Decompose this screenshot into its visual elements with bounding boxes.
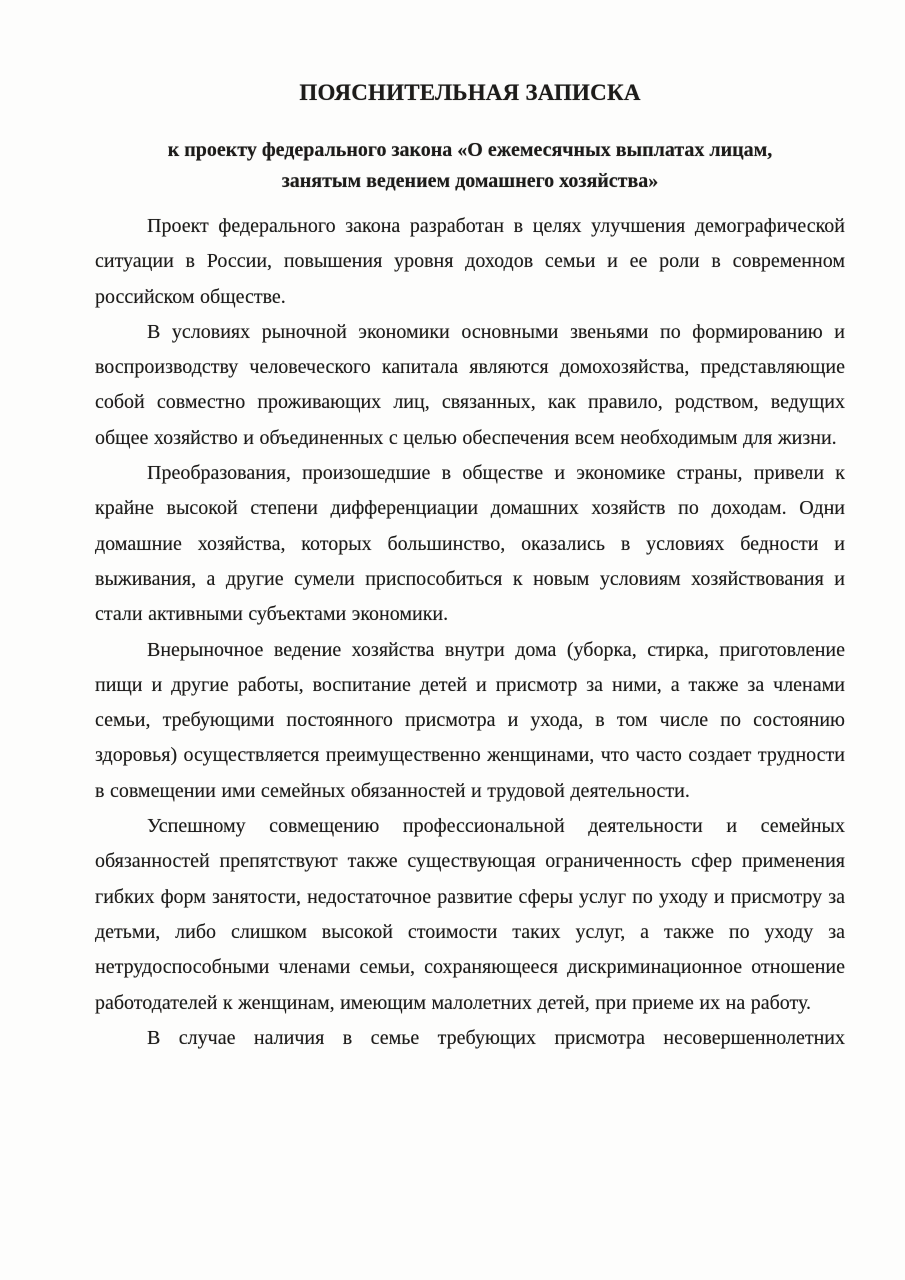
- document-subtitle: [95, 135, 845, 196]
- subtitle-line-1: к проекту федерального закона «О ежемесячных выплатах лицам,: [167, 139, 773, 161]
- scanned-page-content: [95, 78, 845, 1056]
- paragraph: Преобразования, произошедшие в обществе и экономике страны, привели к крайне высокой степени дифференциации домашних хозяйств по доходам. Одни домашние хозяйства, которых большинство, оказались в условиях бедности и выживания, а другие сумели приспособиться к новым условиям хозяйствования и стали активными субъектами экономики.: [95, 462, 845, 626]
- paragraph: Проект федерального закона разработан в целях улучшения демографической ситуации в России, повышения уровня доходов семьи и ее роли в современном российском обществе.: [95, 215, 845, 308]
- document-body: [95, 209, 845, 1056]
- subtitle-line-2: занятым ведением домашнего хозяйства»: [281, 169, 659, 192]
- paragraph: В условиях рыночной экономики основными звеньями по формированию и воспроизводству человеческого капитала являются домохозяйства, представляющие собой совместно проживающих лиц, связанных, как правило, родством, ведущих общее хозяйство и объединенных с целью обеспечения всем необходимым для жизни.: [95, 320, 845, 449]
- paragraph-cut-off-at-page-bottom: В случае наличия в семье требующих присмотра несовершеннолетних: [147, 1026, 845, 1049]
- paragraph: Успешному совмещению профессиональной деятельности и семейных обязанностей препятствуют также существующая ограниченность сфер применения гибких форм занятости, недостаточное развитие сферы услуг по уходу и присмотру за детьми, либо слишком высокой стоимости таких услуг, а также по уходу за нетрудоспособными членами семьи, сохраняющееся дискриминационное отношение работодателей к женщинам, имеющим малолетних детей, при приеме их на работу.: [95, 815, 845, 1014]
- paragraph: Внерыночное ведение хозяйства внутри дома (уборка, стирка, приготовление пищи и другие работы, воспитание детей и присмотр за ними, а также за членами семьи, требующими постоянного присмотра и ухода, в том числе по состоянию здоровья) осуществляется преимущественно женщинами, что часто создает трудности в совмещении ими семейных обязанностей и трудовой деятельности.: [95, 638, 845, 802]
- page-title: ПОЯСНИТЕЛЬНАЯ ЗАПИСКА: [299, 80, 641, 105]
